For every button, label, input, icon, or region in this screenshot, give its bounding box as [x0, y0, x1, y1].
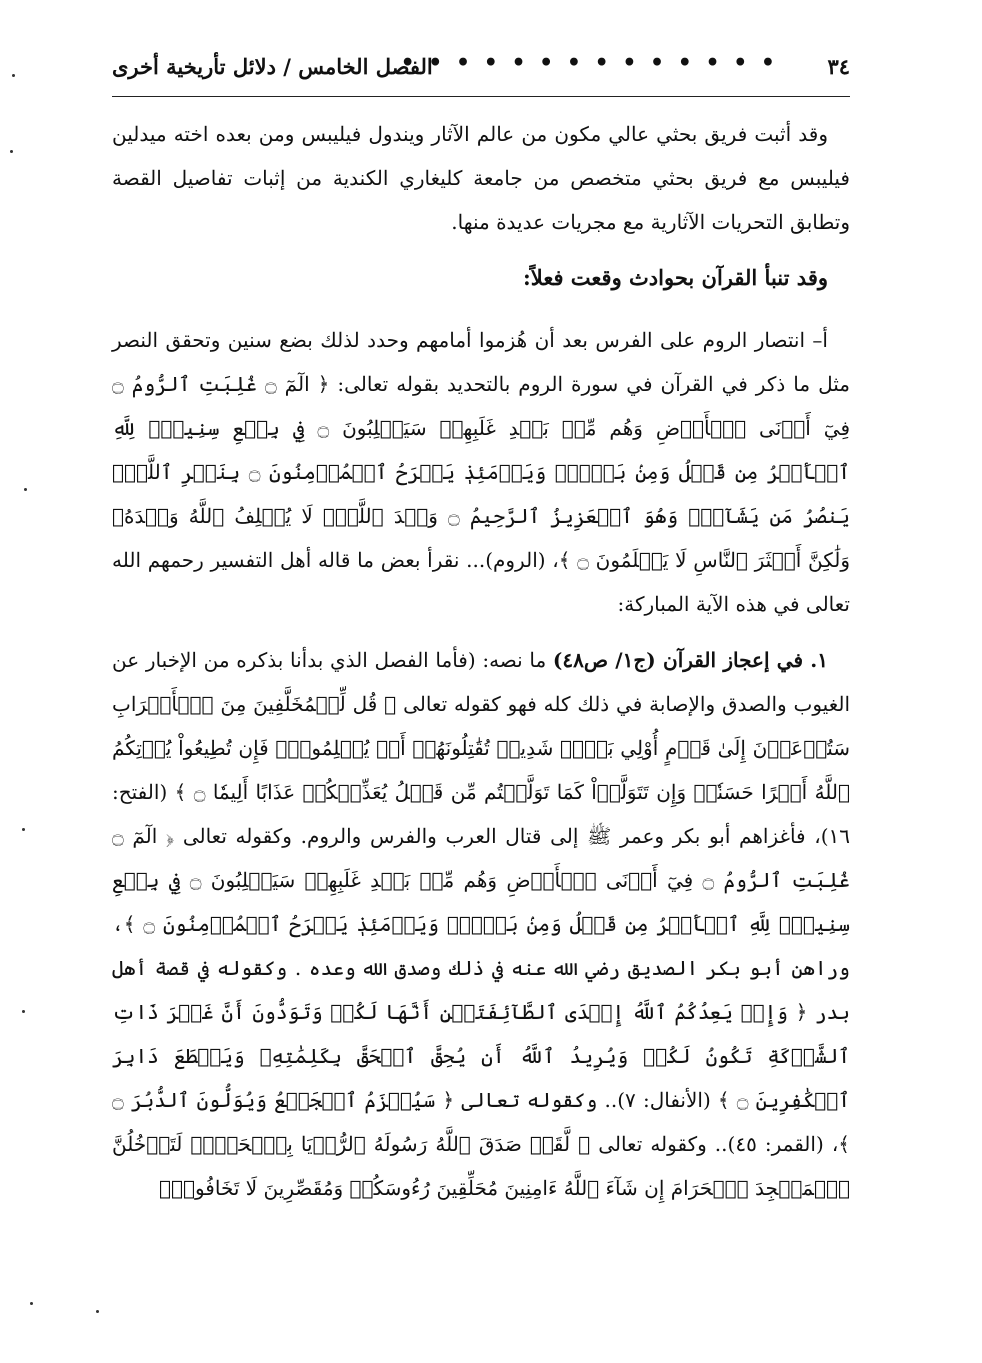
- running-title: الفصل الخامس / دلائل تأريخية أخرى: [112, 54, 433, 79]
- scan-speck: [10, 150, 13, 153]
- scan-speck: [24, 488, 27, 491]
- page-header: [112, 48, 850, 97]
- scan-speck: [22, 1010, 25, 1013]
- paragraph-ijaz-d: (الأنفال: ٧).. وكقوله تعالى: [461, 1088, 711, 1112]
- paragraph-romans: [112, 318, 850, 626]
- scan-speck: [12, 74, 15, 77]
- header-dots: • • • • • • • • • • • • • •: [400, 50, 778, 76]
- quran-verse-rum-2: ﴿ الٓمٓ ۝ غُلِبَتِ ٱلرُّومُ ۝ فِيٓ أَدۡنَى ٱلۡأَرۡضِ وَهُم مِّنۢ بَعۡدِ غَلَبِهِمۡ سَيَغۡلِبُونَ ۝ فِي بِضۡعِ سِنِينَۗ لِلَّهِ ٱلۡأَمۡرُ مِن قَبۡلُ وَمِنۢ بَعۡدُۚ وَيَوۡمَئِذٖ يَفۡرَحُ ٱلۡمُؤۡمِنُونَ ۝ ﴾،: [112, 824, 851, 936]
- quran-verse-anfal: ﴿ وَإِذۡ يَعِدُكُمُ ٱللَّهُ إِحۡدَى ٱلطَّآئِفَتَيۡنِ أَنَّهَا لَكُمۡ وَتَوَدُّونَ أَنَّ غَيۡرَ ذَاتِ ٱلشَّوۡكَةِ تَكُونُ لَكُمۡ وَيُرِيدُ ٱللَّهُ أَن يُحِقَّ ٱلۡحَقَّ بِكَلِمَٰتِهِۦ وَيَقۡطَعَ دَابِرَ ٱلۡكَٰفِرِينَ ۝ ﴾: [112, 1000, 850, 1112]
- section-heading: وقد تنبأ القرآن بحوادث وقعت فعلاً:: [523, 265, 828, 290]
- paragraph-ijaz-a: ما نصه: (فأما الفصل الذي بدأنا بذكره من الإخبار عن الغيوب والصدق والإصابة في ذلك كله فهو كقوله تعالى: [112, 648, 851, 716]
- paragraph-ijaz: [112, 638, 850, 1210]
- page-body: [112, 112, 850, 1222]
- paragraph-romans-intro: أ– انتصار الروم على الفرس بعد أن هُزموا أمامهم وحدد لذلك بضع سنين وتحقق النصر مثل ما ذكر في القرآن في سورة الروم بالتحديد بقوله تعالى:: [112, 328, 850, 396]
- citation-label: ١. في إعجاز القرآن (ج١/ ص٤٨): [552, 648, 829, 672]
- paragraph-research: وقد أثبت فريق بحثي عالي مكون من عالم الآثار ويندول فيليبس ومن بعده اخته ميدلين فيليبس مع فريق بحثي متخصص من جامعة كليغاري الكندية من إثبات تفاصيل القصة وتطابق التحريات الآثارية مع مجريات عديدة منها.: [112, 122, 850, 234]
- quran-verse-fath: ﴿ قُل لِّلۡمُخَلَّفِينَ مِنَ ٱلۡأَعۡرَابِ سَتُدۡعَوۡنَ إِلَىٰ قَوۡمٍ أُوْلِي بَأۡسٖ شَدِيدٖ تُقَٰتِلُونَهُمۡ أَوۡ يُسۡلِمُونَۖ فَإِن تُطِيعُواْ يُؤۡتِكُمُ ٱللَّهُ أَجۡرًا حَسَنٗاۖ وَإِن تَتَوَلَّوۡاْ كَمَا تَوَلَّيۡتُم مِّن قَبۡلُ يُعَذِّبۡكُمۡ عَذَابًا أَلِيمٗا ۝ ﴾: [112, 692, 851, 804]
- scan-speck: [22, 828, 25, 831]
- paragraph-ijaz-e: (القمر: ٤٥).. وكقوله تعالى: [598, 1132, 824, 1156]
- page-number: ٣٤: [827, 54, 850, 79]
- paragraph-ijaz-b: (الفتح: ١٦)، فأغزاهم أبو بكر وعمر ﷺ إلى قتال العرب والفرس والروم. وكقوله تعالى: [112, 780, 850, 848]
- quran-verse-rum: ﴿ الٓمٓ ۝ غُلِبَتِ ٱلرُّومُ ۝ فِيٓ أَدۡنَى ٱلۡأَرۡضِ وَهُم مِّنۢ بَعۡدِ غَلَبِهِمۡ سَيَغۡلِبُونَ ۝ فِي بِضۡعِ سِنِينَۗ لِلَّهِ ٱلۡأَمۡرُ مِن قَبۡلُ وَمِنۢ بَعۡدُۚ وَيَوۡمَئِذٖ يَفۡرَحُ ٱلۡمُؤۡمِنُونَ ۝ بِنَصۡرِ ٱللَّهِۚ يَنصُرُ مَن يَشَآءُۖ وَهُوَ ٱلۡعَزِيزُ ٱلرَّحِيمُ ۝ وَعۡدَ ٱللَّهِۖ لَا يُخۡلِفُ ٱللَّهُ وَعۡدَهُۥ وَلَٰكِنَّ أَكۡثَرَ ٱلنَّاسِ لَا يَعۡلَمُونَ ۝ ﴾،: [112, 372, 851, 572]
- scan-speck: [30, 1302, 33, 1305]
- scan-speck: [96, 1310, 99, 1313]
- quran-verse-qamar: ﴿ سَيُهۡزَمُ ٱلۡجَمۡعُ وَيُوَلُّونَ ٱلدُّبُرَ ۝ ﴾،: [112, 1088, 850, 1156]
- paragraph-romans-outro: (الروم)... نقرأ بعض ما قاله أهل التفسير رحمهم الله تعالى في هذه الآية المباركة:: [112, 548, 850, 616]
- paragraph-ijaz-c: وراهن أبو بكر الصديق رضي الله عنه في ذلك وصدق الله وعده . وكقوله في قصة أهل بدر: [112, 956, 851, 1024]
- quran-verse-fath-2: ﴿ لَّقَدۡ صَدَقَ ٱللَّهُ رَسُولَهُ ٱلرُّءۡيَا بِٱلۡحَقِّۖ لَتَدۡخُلُنَّ ٱلۡمَسۡجِدَ ٱلۡحَرَامَ إِن شَآءَ ٱللَّهُ ءَامِنِينَ مُحَلِّقِينَ رُءُوسَكُمۡ وَمُقَصِّرِينَ لَا تَخَافُونَۖ: [112, 1132, 850, 1200]
